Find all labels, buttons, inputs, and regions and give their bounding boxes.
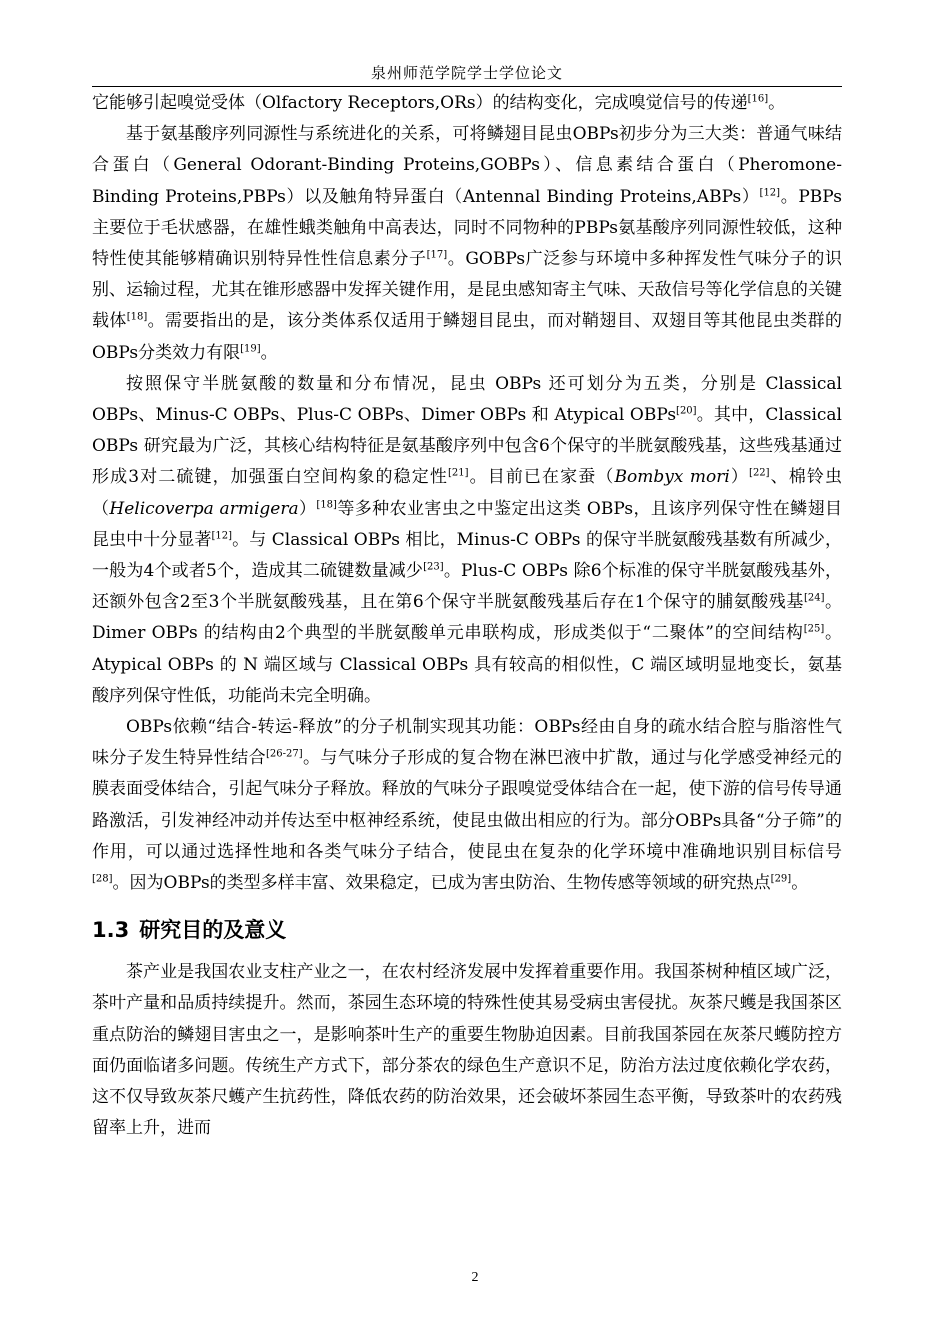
citation-ref: [24] — [803, 592, 825, 604]
paragraph-text: 。需要指出的是，该分类体系仅适用于鳞翅目昆虫，而对鞘翅目、双翅目等其他昆虫类群的OBPs分类效力有限 — [92, 311, 843, 363]
citation-ref: [12] — [211, 530, 233, 542]
species-name: Helicoverpa armigera — [109, 498, 299, 519]
paragraph-group — [92, 957, 842, 1144]
paragraph — [92, 712, 842, 899]
citation-ref: [25] — [803, 623, 825, 635]
paragraph-text: OBPs依赖“结合-转运-释放”的分子机制实现其功能：OBPs经由自身的疏水结合腔与脂溶性气味分子发生特异性结合 — [92, 717, 842, 769]
citation-ref: [29] — [770, 873, 792, 885]
citation-ref: [23] — [423, 561, 444, 573]
paragraph — [92, 88, 842, 119]
paragraph-text: ） — [298, 498, 317, 519]
citation-ref: [18] — [126, 311, 148, 323]
paragraph-text: 。其中，Classical OBPs 研究最为广泛，其核心结构特征是氨基酸序列中包含6个保守的半胱氨酸残基，这些残基通过形成3对二硫键，加强蛋白空间构象的稳定性 — [92, 405, 842, 488]
paragraph-text: 。因为OBPs的类型多样丰富、效果稳定，已成为害虫防治、生物传感等领域的研究热点 — [112, 873, 771, 894]
citation-ref: [21] — [447, 467, 469, 479]
paragraph-text: 。GOBPs广泛参与环境中多种挥发性气味分子的识别、运输过程，尤其在锥形感器中发挥关键作用，是昆虫感知寄主气味、天敌信号等化学信息的关键载体 — [92, 249, 843, 332]
page-body — [92, 88, 842, 1145]
section-number: 1.3 — [92, 918, 130, 943]
paragraph-text: 。 — [791, 873, 809, 894]
citation-ref: [18] — [316, 498, 337, 510]
citation-ref: [16] — [747, 93, 769, 105]
page-number: 2 — [471, 1270, 479, 1285]
paragraph-text: 。 — [260, 342, 278, 363]
paragraph-text: 基于氨基酸序列同源性与系统进化的关系，可将鳞翅目昆虫OBPs初步分为三大类：普通气味结合蛋白（General Odorant-Binding Proteins,GOBPs）、信息素结合蛋白（Pheromone-Binding Proteins,PBPs）以及触角特异蛋白（Antennal Binding Proteins,ABPs） — [92, 124, 842, 207]
paragraph-text: 。Plus-C OBPs 除6个标准的保守半胱氨酸残基外，还额外包含2至3个半胱氨酸残基，且在第6个保守半胱氨酸残基后存在1个保守的脯氨酸残基 — [92, 561, 842, 613]
paragraph-text: 茶产业是我国农业支柱产业之一，在农村经济发展中发挥着重要作用。我国茶树种植区域广泛，茶叶产量和品质持续提升。然而，茶园生态环境的特殊性使其易受病虫害侵扰。灰茶尺蠖是我国茶区重点防治的鳞翅目害虫之一，是影响茶叶生产的重要生物胁迫因素。目前我国茶园在灰茶尺蠖防控方面仍面临诸多问题。传统生产方式下，部分茶农的绿色生产意识不足，防治方法过度依赖化学农药，这不仅导致灰茶尺蠖产生抗药性，降低农药的防治效果，还会破坏茶园生态平衡，导致茶叶的农药残留率上升，进而 — [92, 962, 842, 1139]
paragraph-text: 。PBPs主要位于毛状感器，在雄性蛾类触角中高表达，同时不同物种的PBPs氨基酸序列同源性较低，这种特性使其能够精确识别特异性性信息素分子 — [92, 186, 842, 270]
paragraph-text: 。Atypical OBPs 的 N 端区域与 Classical OBPs 具有较高的相似性，C 端区域明显地变长，氨基酸序列保守性低，功能尚未完全明确。 — [92, 623, 843, 706]
citation-ref: [17] — [426, 249, 448, 261]
paragraph — [92, 957, 842, 1144]
paragraph-group — [92, 88, 842, 899]
paragraph-text: 。 — [768, 93, 786, 113]
paragraph-text: 。与 Classical OBPs 相比，Minus-C OBPs 的保守半胱氨酸残基数有所减少，一般为4个或者5个，造成其二硫键数量减少 — [92, 529, 842, 582]
paragraph — [92, 369, 842, 712]
paragraph-text: 按照保守半胱氨酸的数量和分布情况，昆虫 OBPs 还可划分为五类，分别是 Classical OBPs、Minus-C OBPs、Plus-C OBPs、Dimer OBPs 和 Atypical OBPs — [92, 373, 842, 426]
paragraph — [92, 119, 842, 369]
paragraph-text: 。目前已在家蚕（ — [468, 467, 615, 488]
section-heading — [92, 915, 842, 945]
citation-ref: [28] — [92, 873, 113, 885]
running-header: 泉州师范学院学士学位论文 — [370, 64, 563, 82]
citation-ref: [12] — [759, 186, 781, 198]
citation-ref: [20] — [676, 405, 697, 417]
paragraph-text: 它能够引起嗅觉受体（Olfactory Receptors,ORs）的结构变化，完成嗅觉信号的传递 — [92, 93, 748, 113]
paragraph-text: 、棉铃虫（ — [92, 467, 843, 519]
paragraph-text: ） — [729, 467, 750, 488]
citation-ref: [22] — [749, 467, 770, 479]
paragraph-text: 等多种农业害虫之中鉴定出这类 OBPs，且该序列保守性在鳞翅目昆虫中十分显著 — [92, 498, 843, 550]
species-name: Bombyx mori — [614, 467, 730, 488]
citation-ref: [26-27] — [266, 748, 303, 760]
section-title: 研究目的及意义 — [139, 918, 287, 943]
header-divider — [92, 86, 842, 87]
paragraph-text: 。与气味分子形成的复合物在淋巴液中扩散，通过与化学感受神经元的膜表面受体结合，引起气味分子释放。释放的气味分子跟嗅觉受体结合在一起，使下游的信号传导通路激活，引发神经冲动并传达至中枢神经系统，使昆虫做出相应的行为。部分OBPs具备“分子筛”的作用，可以通过选择性地和各类气味分子结合，使昆虫在复杂的化学环境中准确地识别目标信号 — [92, 748, 843, 862]
paragraph-text: 。Dimer OBPs 的结构由2个典型的半胱氨酸单元串联构成，形成类似于“二聚体”的空间结构 — [92, 592, 843, 644]
citation-ref: [19] — [240, 342, 261, 354]
